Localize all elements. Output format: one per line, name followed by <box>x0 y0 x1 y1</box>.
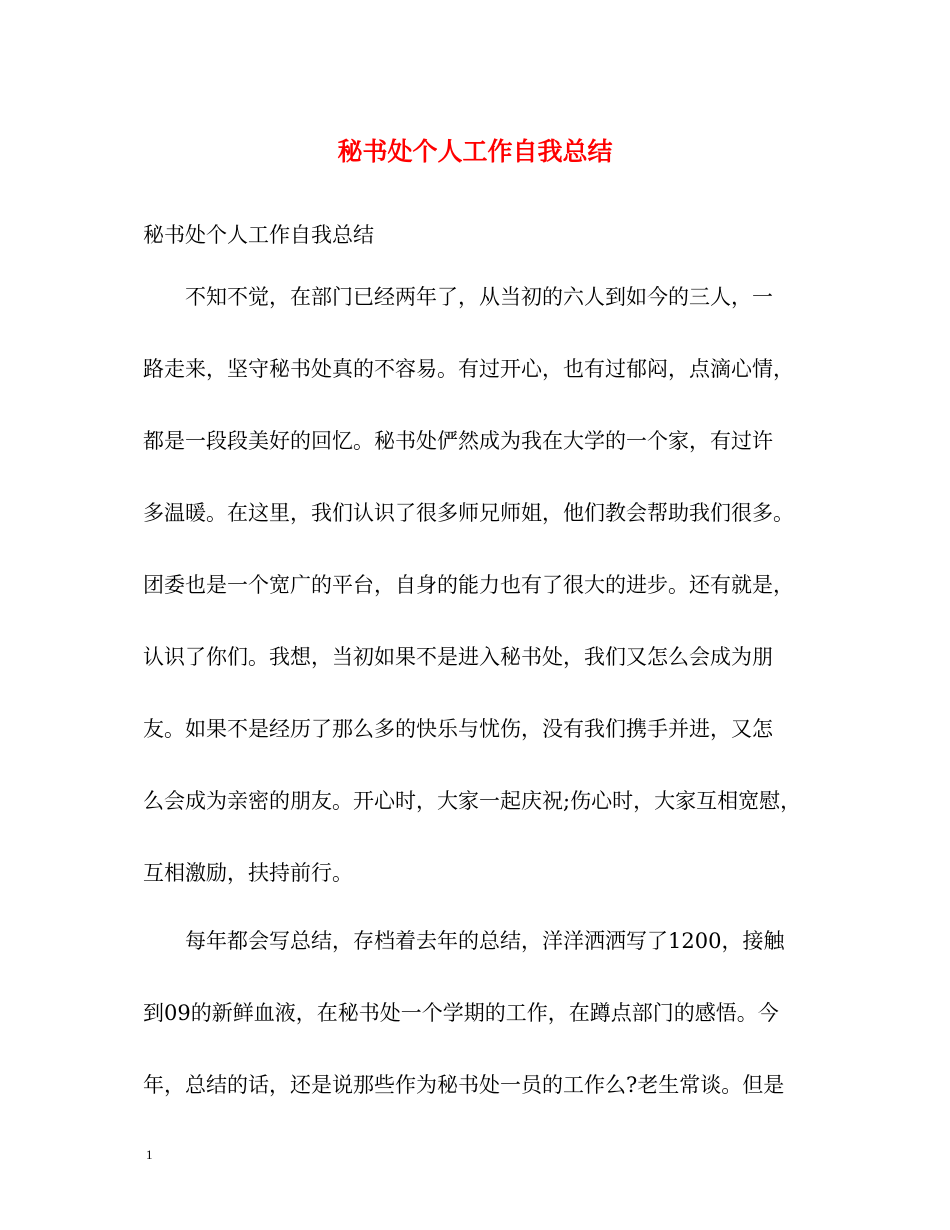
paragraph-line: 年，总结的话，还是说那些作为秘书处一员的工作么?老生常谈。但是 <box>143 1073 785 1097</box>
paragraph-line: 每年都会写总结，存档着去年的总结，洋洋洒洒写了1200，接触 <box>185 929 785 953</box>
paragraph-line: 团委也是一个宽广的平台，自身的能力也有了很大的进步。还有就是， <box>143 573 794 597</box>
paragraph-line: 到09的新鲜血液，在秘书处一个学期的工作，在蹲点部门的感悟。今 <box>143 1001 779 1025</box>
paragraph-line: 互相激励，扶持前行。 <box>143 861 353 885</box>
paragraph-line: 认识了你们。我想，当初如果不是进入秘书处，我们又怎么会成为朋 <box>143 645 773 669</box>
paragraph-line: 不知不觉，在部门已经两年了，从当初的六人到如今的三人，一 <box>185 285 773 309</box>
paragraph-line: 路走来，坚守秘书处真的不容易。有过开心，也有过郁闷，点滴心情， <box>143 357 794 381</box>
document-subtitle: 秘书处个人工作自我总结 <box>143 223 374 247</box>
document-title: 秘书处个人工作自我总结 <box>337 137 613 166</box>
page-number: 1 <box>146 1147 153 1162</box>
paragraph-line: 多温暖。在这里，我们认识了很多师兄师姐，他们教会帮助我们很多。 <box>143 501 794 525</box>
paragraph-line: 么会成为亲密的朋友。开心时，大家一起庆祝;伤心时，大家互相宽慰， <box>143 789 802 813</box>
paragraph-line: 都是一段段美好的回忆。秘书处俨然成为我在大学的一个家，有过许 <box>143 429 773 453</box>
paragraph-line: 友。如果不是经历了那么多的快乐与忧伤，没有我们携手并进，又怎 <box>143 717 773 741</box>
